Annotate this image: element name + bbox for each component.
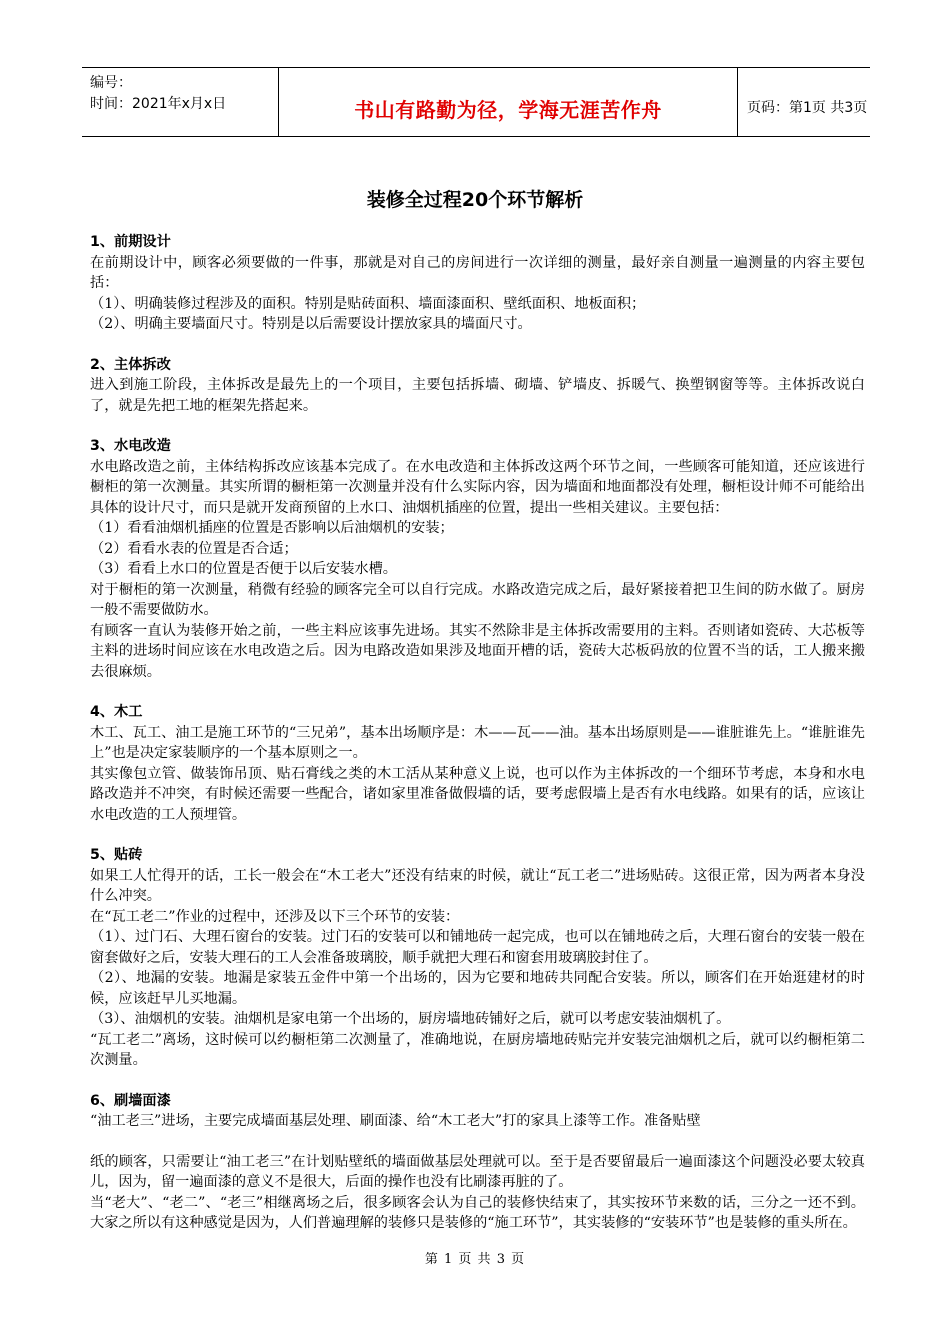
page-footer: 第 1 页 共 3 页	[424, 1252, 526, 1267]
section-paragraph: （1）看看油烟机插座的位置是否影响以后油烟机的安装；	[90, 520, 454, 536]
section	[90, 232, 865, 335]
document-title: 装修全过程20个环节解析	[366, 189, 584, 211]
section	[90, 702, 865, 825]
section-paragraph: 有顾客一直认为装修开始之前，一些主料应该事先进场。其实不然除非是主体拆改需要用的主料。否则诸如瓷砖、大芯板等主料的进场时间应该在水电改造之后。因为电路改造如果涉及地面开槽的话，瓷砖大芯板码放的位置不当的话，工人搬来搬去很麻烦。	[90, 622, 865, 680]
section-paragraph: （1）、过门石、大理石窗台的安装。过门石的安装可以和铺地砖一起完成，也可以在铺地砖之后，大理石窗台的安装一般在窗套做好之后，安装大理石的工人会准备玻璃胶，顺手就把大理石和窗套用玻璃胶封住了。	[90, 929, 865, 966]
header-table	[82, 67, 870, 137]
header-left-cell	[82, 68, 278, 136]
section-paragraph: （3）看看上水口的位置是否便于以后安装水槽。	[90, 561, 397, 577]
section-paragraph: 当“老大”、“老二”、“老三”相继离场之后，很多顾客会认为自己的装修快结束了，其实按环节来数的话，三分之一还不到。大家之所以有这种感觉是因为，人们普遍理解的装修只是装修的“施工环节”，其实装修的“安装环节”也是装修的重头所在。	[90, 1194, 865, 1231]
section-paragraph: （2）看看水表的位置是否合适；	[90, 540, 298, 557]
section-paragraph: 其实像包立管、做装饰吊顶、贴石膏线之类的木工活从某种意义上说，也可以作为主体拆改的一个细环节考虑，本身和水电路改造并不冲突，有时候还需要一些配合，诸如家里准备做假墙的话，要考虑假墙上是否有水电线路。如果有的话，应该让水电改造的工人预埋管。	[90, 765, 865, 823]
section-paragraph: “瓦工老二”离场，这时候可以约橱柜第二次测量了，准确地说，在厨房墙地砖贴完并安装完油烟机之后，就可以约橱柜第二次测量。	[90, 1031, 865, 1068]
document-number-label: 编号：	[90, 75, 132, 91]
section	[90, 436, 865, 682]
header-motto-cell	[278, 68, 738, 136]
section-heading: 4、木工	[90, 704, 143, 720]
section	[90, 1091, 865, 1234]
document-time-label: 时间：2021年x月x日	[90, 96, 227, 112]
section-paragraph: 对于橱柜的第一次测量，稍微有经验的顾客完全可以自行完成。水路改造完成之后，最好紧接着把卫生间的防水做了。厨房一般不需要做防水。	[90, 581, 865, 618]
section-paragraph: 木工、瓦工、油工是施工环节的“三兄弟”，基本出场顺序是：木——瓦——油。基本出场原则是——谁脏谁先上。“谁脏谁先上”也是决定家装顺序的一个基本原则之一。	[90, 724, 865, 761]
section-paragraph: 在“瓦工老二”作业的过程中，还涉及以下三个环节的安装：	[90, 908, 460, 925]
section-paragraph: （1）、明确装修过程涉及的面积。特别是贴砖面积、墙面漆面积、壁纸面积、地板面积；	[90, 295, 646, 312]
section-heading: 1、前期设计	[90, 234, 171, 250]
section-paragraph: 水电路改造之前，主体结构拆改应该基本完成了。在水电改造和主体拆改这两个环节之间，一些顾客可能知道，还应该进行橱柜的第一次测量。其实所谓的橱柜第一次测量并没有什么实际内容，因为墙面和地面都没有处理，橱柜设计师不可能给出具体的设计尺寸，而只是就开发商预留的上水口、油烟机插座的位置，提出一些相关建议。主要包括：	[90, 458, 865, 516]
document-body	[90, 232, 865, 1254]
section-paragraph: （2）、地漏的安装。地漏是家装五金件中第一个出场的，因为它要和地砖共同配合安装。所以，顾客们在开始逛建材的时候，应该赶早儿买地漏。	[90, 970, 865, 1007]
section-heading: 6、刷墙面漆	[90, 1092, 171, 1109]
section-paragraph: （2）、明确主要墙面尺寸。特别是以后需要设计摆放家具的墙面尺寸。	[90, 316, 532, 332]
header-page-cell	[737, 68, 870, 136]
header-motto: 书山有路勤为径，学海无涯苦作舟	[354, 98, 662, 122]
header-page-label: 页码：第1页 共3页	[747, 100, 868, 116]
section-paragraph: 纸的顾客，只需要让“油工老三”在计划贴壁纸的墙面做基层处理就可以。至于是否要留最后一遍面漆这个问题没必要太较真儿，因为，留一遍面漆的意义不是很大，后面的操作也没有比刷漆再脏的了。	[90, 1153, 865, 1190]
section-paragraph: 进入到施工阶段，主体拆改是最先上的一个项目，主要包括拆墙、砌墙、铲墙皮、拆暖气、换塑钢窗等等。主体拆改说白了，就是先把工地的框架先搭起来。	[90, 377, 865, 414]
section-paragraph: （3）、油烟机的安装。油烟机是家电第一个出场的，厨房墙地砖铺好之后，就可以考虑安装油烟机了。	[90, 1011, 731, 1027]
section	[90, 845, 865, 1071]
section-heading: 3、水电改造	[90, 438, 171, 454]
section-paragraph: 如果工人忙得开的话，工长一般会在“木工老大”还没有结束的时候，就让“瓦工老二”进场贴砖。这很正常，因为两者本身没什么冲突。	[90, 867, 865, 904]
section-paragraph: 在前期设计中，顾客必须要做的一件事，那就是对自己的房间进行一次详细的测量，最好亲自测量一遍测量的内容主要包括：	[90, 254, 865, 291]
section	[90, 355, 865, 417]
section-heading: 5、贴砖	[90, 847, 143, 863]
section-paragraph: “油工老三”进场，主要完成墙面基层处理、刷面漆、给“木工老大”打的家具上漆等工作。准备贴壁	[90, 1113, 701, 1129]
section-paragraph	[90, 1132, 865, 1152]
section-heading: 2、主体拆改	[90, 356, 171, 373]
